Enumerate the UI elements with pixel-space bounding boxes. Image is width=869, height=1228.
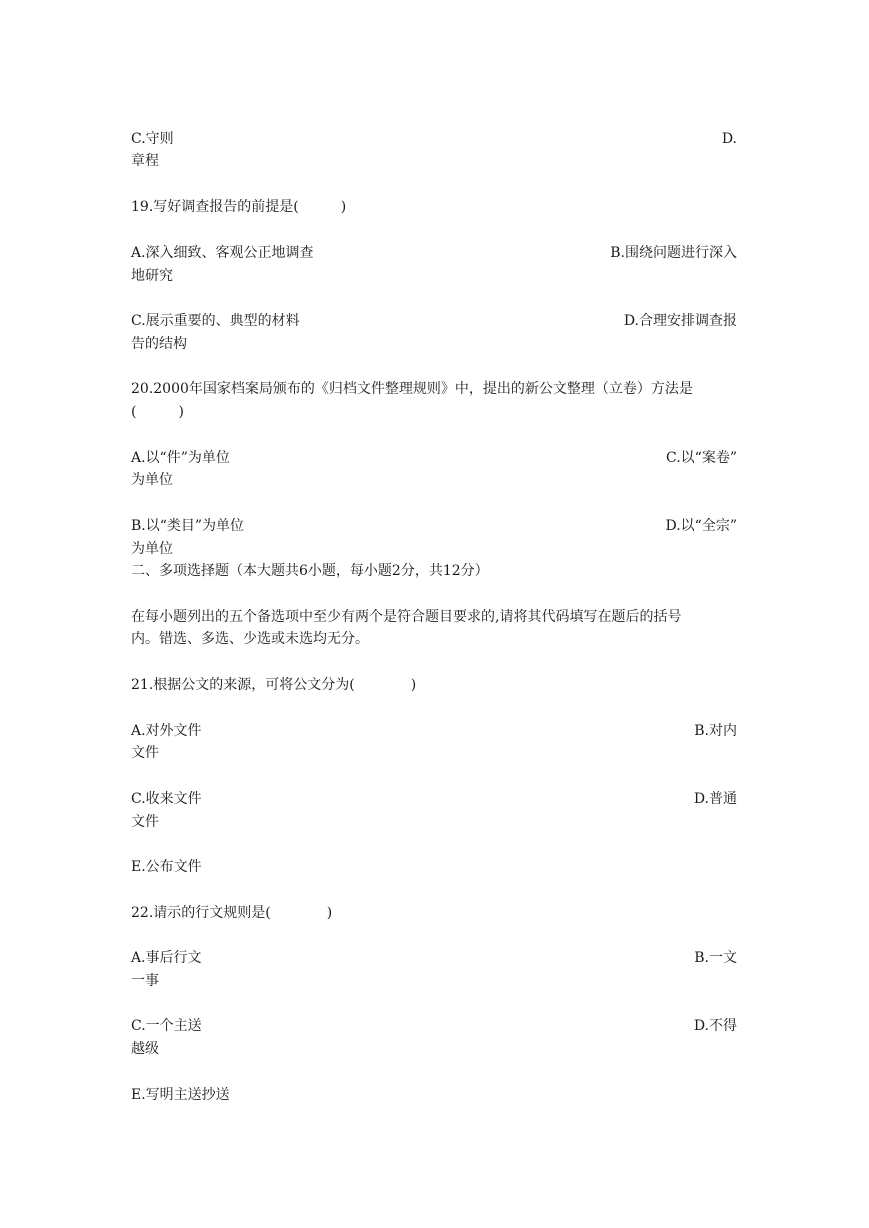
q22-option-d-tail: 越级	[131, 1041, 159, 1057]
q18-option-d-head: D.	[721, 131, 737, 147]
q20-option-b: B.以“类目”为单位	[131, 518, 245, 534]
q22-option-a: A.事后行文	[131, 950, 202, 966]
q19-option-d-head: D.合理安排调查报	[623, 313, 737, 329]
q18-option-d-tail: 章程	[131, 153, 159, 169]
q22-option-d-head: D.不得	[693, 1018, 737, 1034]
q19-option-b-head: B.围绕问题进行深入	[610, 245, 737, 261]
q21-option-b-head: B.对内	[694, 723, 737, 739]
q21-option-c: C.收来文件	[131, 791, 202, 807]
q19-option-c: C.展示重要的、典型的材料	[131, 313, 300, 329]
q22-option-b-head: B.一文	[694, 950, 737, 966]
q20-option-c-head: C.以“案卷”	[666, 450, 737, 466]
q21-option-b-tail: 文件	[131, 745, 159, 761]
q22-option-c: C.一个主送	[131, 1018, 202, 1034]
section2-instruction-line2: 内。错选、多选、少选或未选均无分。	[131, 631, 369, 647]
q21-option-d-tail: 文件	[131, 814, 159, 830]
q19-option-b-tail: 地研究	[131, 268, 173, 284]
q20-option-a: A.以“件”为单位	[131, 450, 230, 466]
q21-option-a: A.对外文件	[131, 723, 202, 739]
section2-instruction-line1: 在每小题列出的五个备选项中至少有两个是符合题目要求的,请将其代码填写在题后的括号	[131, 609, 682, 625]
q22-question: 22.请示的行文规则是( )	[131, 905, 333, 921]
q22-option-b-tail: 一事	[131, 973, 159, 989]
q19-question: 19.写好调查报告的前提是( )	[131, 199, 347, 215]
q21-option-d-head: D.普通	[693, 791, 737, 807]
q20-question-line2: ( )	[131, 404, 184, 420]
q19-option-a: A.深入细致、客观公正地调查	[131, 245, 314, 261]
q18-option-c: C.守则	[131, 131, 174, 147]
q20-question-line1: 20.2000年国家档案局颁布的《归档文件整理规则》中，提出的新公文整理（立卷）方法是	[131, 381, 693, 397]
q20-option-d-tail: 为单位	[131, 541, 173, 557]
q19-option-d-tail: 告的结构	[131, 336, 187, 352]
q21-question: 21.根据公文的来源，可将公文分为( )	[131, 677, 417, 693]
q20-option-d-head: D.以“全宗”	[665, 518, 737, 534]
q21-option-e: E.公布文件	[131, 859, 202, 875]
q22-option-e: E.写明主送抄送	[131, 1087, 230, 1103]
section2-heading: 二、多项选择题（本大题共6小题，每小题2分，共12分）	[131, 563, 489, 579]
q20-option-c-tail: 为单位	[131, 472, 173, 488]
